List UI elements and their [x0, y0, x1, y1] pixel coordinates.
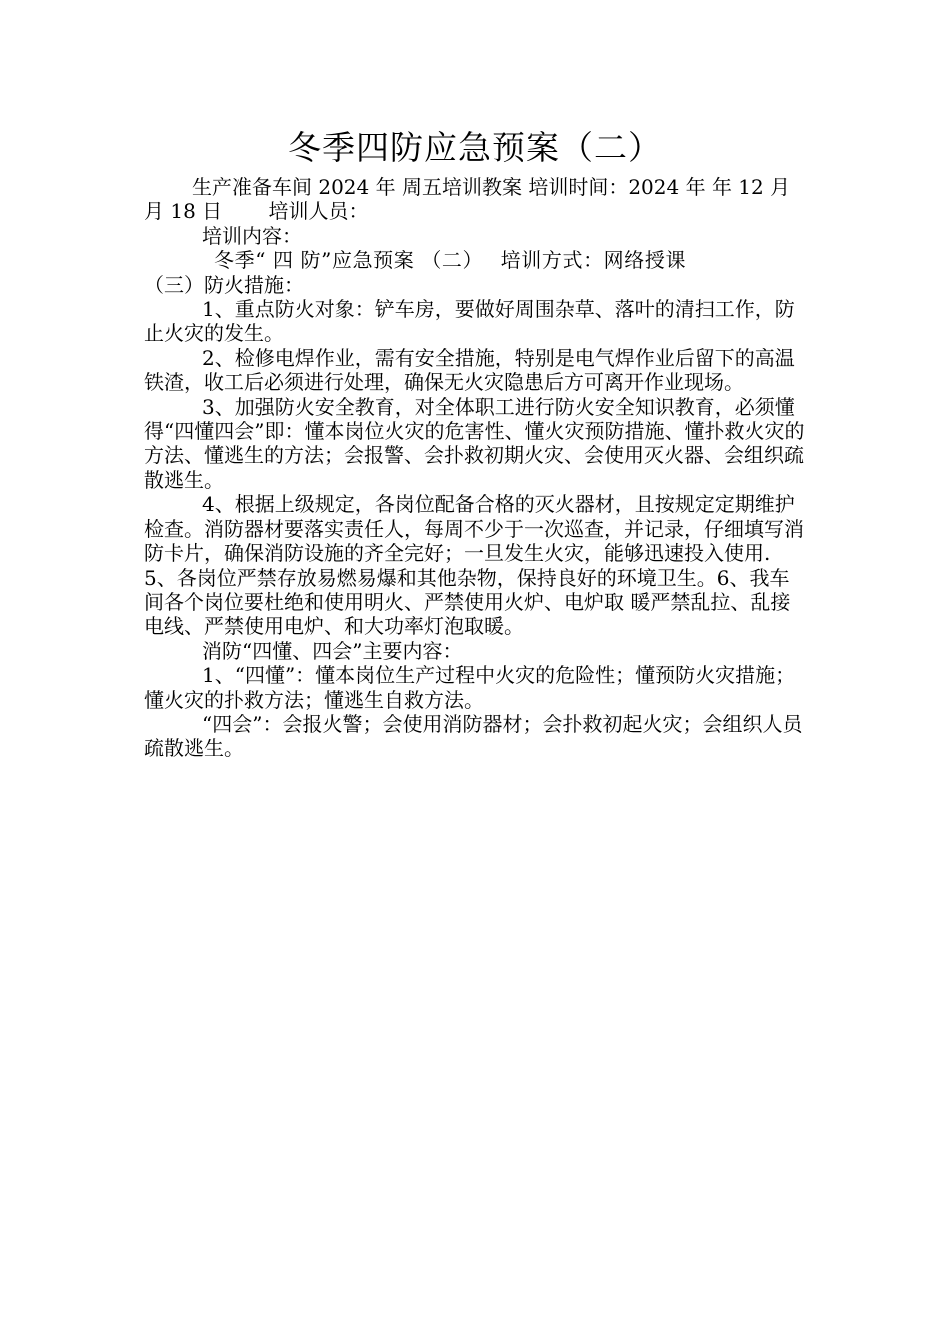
- paragraph-four-knows: 1、“四懂”：懂本岗位生产过程中火灾的危险性；懂预防火灾措施；懂火灾的扑救方法；懂逃生自救方法。: [144, 663, 796, 712]
- paragraph-item-2: 2、检修电焊作业，需有安全措施，特别是电气焊作业后留下的高温铁渣，收工后必须进行处理，确保无火灾隐患后方可离开作业现场。: [144, 345, 795, 395]
- paragraph-item-3: 3、加强防火安全教育，对全体职工进行防火安全知识教育，必须懂得“四懂四会”即：懂本岗位火灾的危害性、懂火灾预防措施、懂扑救火灾的方法、懂逃生的方法；会报警、会扑救初期火灾、会使用灭火器、会组织疏散逃生。: [144, 394, 805, 492]
- paragraph-item-4: 4、根据上级规定，各岗位配备合格的灭火器材，且按规定定期维护检查。消防器材要落实责任人，每周不少于一次巡查，并记录，仔细填写消防卡片，确保消防设施的齐全完好；一旦发生火灾，能够迅速投入使用. 5、各岗位严禁存放易燃易爆和其他杂物，保持良好的环境卫生。6、我车间各个岗位要杜绝和使用明火、严禁使用火炉、电炉取 暖严禁乱拉、乱接电线、严禁使用电炉、和大功率灯泡取暖。: [144, 492, 804, 639]
- paragraph-four-abilities: “四会”：会报火警；会使用消防器材；会扑救初起火灾；会组织人员疏散逃生。: [144, 711, 803, 761]
- section-heading-fire-measures: （三）防火措施：: [144, 272, 304, 297]
- header-info-paragraph: 生产准备车间 2024 年 周五培训教案 培训时间：2024 年 年 12 月 月 18 日 培训人员：: [144, 175, 791, 224]
- paragraph-item-1: 1、重点防火对象：铲车房，要做好周围杂草、落叶的清扫工作，防止火灾的发生。: [144, 297, 795, 346]
- training-content-label: 培训内容：: [202, 223, 302, 248]
- section-heading-four-knows: 消防“四懂、四会”主要内容：: [202, 638, 463, 663]
- document-body: [144, 175, 808, 761]
- training-topic-line: 冬季“ 四 防”应急预案 （二） 培训方式：网络授课: [214, 248, 687, 273]
- document-title: 冬季四防应急预案（二）: [288, 128, 662, 167]
